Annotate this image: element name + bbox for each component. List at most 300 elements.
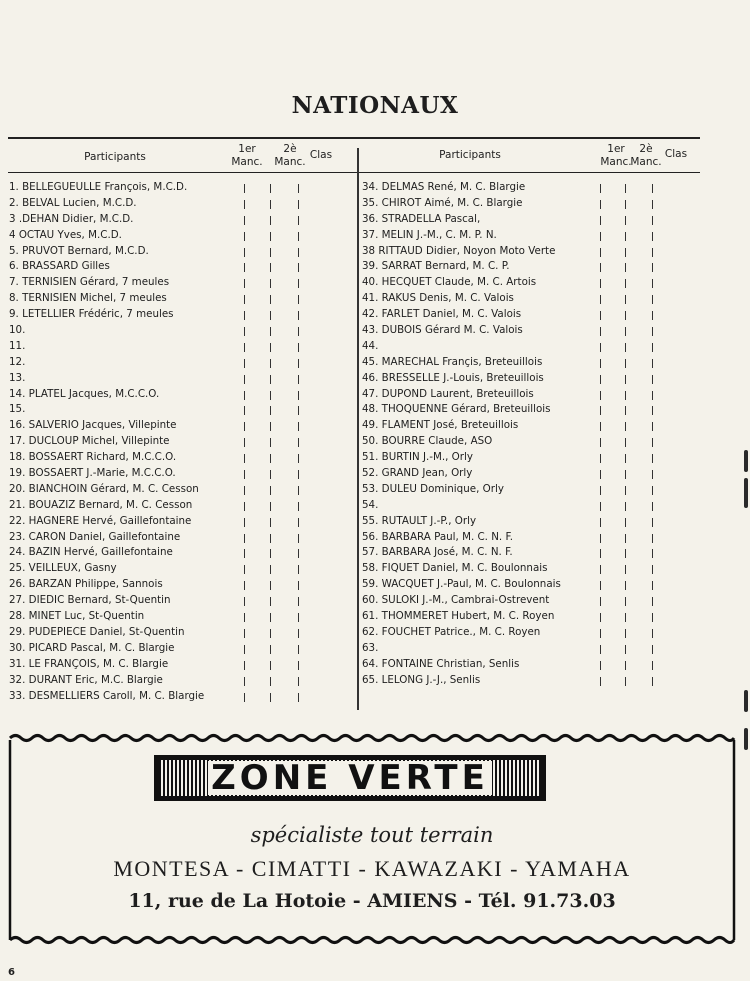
participant-row (362, 418, 707, 434)
clas-mark (652, 248, 653, 257)
manche1-mark (244, 597, 245, 606)
manche1-mark (244, 693, 245, 702)
participant-name: 10. (9, 324, 26, 337)
clas-mark (298, 486, 299, 495)
participant-name: 14. PLATEL Jacques, M.C.C.O. (9, 387, 160, 400)
manche2-mark (270, 581, 271, 590)
manche2-mark (625, 534, 626, 543)
manche2-mark (625, 661, 626, 670)
manche2-mark (270, 184, 271, 193)
participant-name: 16. SALVERIO Jacques, Villepinte (9, 419, 177, 432)
manche2-mark (270, 534, 271, 543)
participant-row (9, 387, 354, 403)
participant-name: 22. HAGNERE Hervé, Gaillefontaine (9, 514, 192, 527)
clas-mark (298, 375, 299, 384)
manche1-mark (600, 327, 601, 336)
participant-name: 46. BRESSELLE J.-Louis, Breteuillois (362, 371, 544, 384)
manche2-mark (625, 279, 626, 288)
participant-row (362, 657, 707, 673)
manche2-mark (270, 549, 271, 558)
participant-name: 62. FOUCHET Patrice., M. C. Royen (362, 625, 541, 638)
participant-name: 9. LETELLIER Frédéric, 7 meules (9, 308, 174, 321)
manche2-mark (270, 486, 271, 495)
clas-mark (652, 279, 653, 288)
clas-mark (652, 549, 653, 558)
clas-mark (298, 391, 299, 400)
manche2-mark (625, 232, 626, 241)
participant-row (362, 180, 707, 196)
clas-mark (652, 677, 653, 686)
manche1-mark (244, 581, 245, 590)
participant-row (362, 323, 707, 339)
participant-row (362, 530, 707, 546)
participant-name: 56. BARBARA Paul, M. C. N. F. (362, 530, 514, 543)
participant-name: 51. BURTIN J.-M., Orly (362, 451, 473, 464)
clas-mark (652, 534, 653, 543)
participant-row (9, 307, 354, 323)
participant-name: 53. DULEU Dominique, Orly (362, 482, 504, 495)
manche2-mark (625, 248, 626, 257)
participant-row (9, 434, 354, 450)
clas-mark (298, 359, 299, 368)
manche1-mark (600, 629, 601, 638)
participant-row (9, 641, 354, 657)
manche2-mark (625, 311, 626, 320)
participant-name: 26. BARZAN Philippe, Sannois (9, 578, 163, 591)
clas-mark (652, 597, 653, 606)
clas-mark (298, 565, 299, 574)
manche1-mark (600, 263, 601, 272)
manche1-mark (600, 391, 601, 400)
participant-name: 41. RAKUS Denis, M. C. Valois (362, 292, 514, 305)
manche2-mark (625, 486, 626, 495)
participant-name: 1. BELLEGUEULLE François, M.C.D. (9, 181, 188, 193)
participant-name: 39. SARRAT Bernard, M. C. P. (362, 260, 510, 273)
edge-mark (744, 478, 748, 508)
clas-mark (298, 502, 299, 511)
manche1-mark (244, 629, 245, 638)
clas-mark (652, 343, 653, 352)
participant-name: 49. FLAMENT José, Breteuillois (362, 419, 519, 432)
manche1-mark (244, 232, 245, 241)
manche1-mark (244, 248, 245, 257)
manche1-mark (600, 343, 601, 352)
manche2-mark (270, 406, 271, 415)
participant-row (362, 673, 707, 689)
manche1-mark (244, 470, 245, 479)
clas-mark (652, 629, 653, 638)
participant-row (9, 561, 354, 577)
manche1-mark (244, 406, 245, 415)
clas-mark (298, 311, 299, 320)
participant-name: 5. PRUVOT Bernard, M.C.D. (9, 244, 149, 257)
participant-row (9, 514, 354, 530)
brand-logo-box (154, 755, 546, 801)
ad-brands-line: MONTESA - CIMATTI - KAWAZAKI - YAMAHA (113, 856, 631, 881)
clas-mark (298, 438, 299, 447)
participant-row (9, 291, 354, 307)
participant-name: 13. (9, 371, 26, 384)
manche1-mark (600, 375, 601, 384)
manche1-mark (244, 295, 245, 304)
clas-mark (298, 645, 299, 654)
participant-row (362, 466, 707, 482)
manche1-mark (600, 279, 601, 288)
participant-row (9, 689, 354, 705)
manche2-mark (625, 677, 626, 686)
manche1-mark (600, 216, 601, 225)
manche2-mark (625, 263, 626, 272)
left-header-manche2: 2è Manc. (274, 143, 306, 168)
clas-mark (298, 534, 299, 543)
participant-row (9, 673, 354, 689)
participant-name: 44. (362, 339, 379, 352)
table-top-rule (8, 137, 700, 139)
clas-mark (652, 359, 653, 368)
participant-row (9, 545, 354, 561)
manche1-mark (244, 534, 245, 543)
manche1-mark (244, 279, 245, 288)
manche2-mark (625, 375, 626, 384)
left-header-clas: Clas (309, 149, 333, 161)
manche1-mark (600, 295, 601, 304)
manche2-mark (625, 438, 626, 447)
clas-mark (298, 581, 299, 590)
right-header-manche2: 2è Manc. (630, 143, 662, 168)
manche2-mark (270, 263, 271, 272)
manche2-mark (625, 406, 626, 415)
participant-row (362, 593, 707, 609)
manche1-mark (600, 581, 601, 590)
manche2-mark (625, 343, 626, 352)
manche2-mark (270, 438, 271, 447)
participant-name: 55. RUTAULT J.-P., Orly (362, 514, 477, 527)
participant-row (9, 275, 354, 291)
clas-mark (652, 216, 653, 225)
manche1-mark (600, 486, 601, 495)
manche1-mark (244, 518, 245, 527)
participant-name: 15. (9, 403, 26, 416)
manche2-mark (270, 693, 271, 702)
participant-name: 29. PUDEPIECE Daniel, St-Quentin (9, 625, 185, 638)
participant-row (9, 180, 354, 196)
clas-mark (298, 327, 299, 336)
manche1-mark (600, 470, 601, 479)
participant-name: 34. DELMAS René, M. C. Blargie (362, 181, 526, 193)
manche2-mark (270, 422, 271, 431)
participant-row (9, 244, 354, 260)
participant-name: 63. (362, 641, 379, 654)
clas-mark (652, 613, 653, 622)
participant-name: 11. (9, 339, 26, 352)
clas-mark (298, 422, 299, 431)
participant-name: 30. PICARD Pascal, M. C. Blargie (9, 641, 175, 654)
manche1-mark (244, 502, 245, 511)
manche2-mark (625, 502, 626, 511)
participant-row (362, 482, 707, 498)
participant-name: 24. BAZIN Hervé, Gaillefontaine (9, 546, 173, 559)
left-header-participants: Participants (84, 151, 146, 163)
manche2-mark (625, 645, 626, 654)
manche1-mark (244, 184, 245, 193)
clas-mark (652, 518, 653, 527)
clas-mark (652, 311, 653, 320)
participant-name: 57. BARBARA José, M. C. N. F. (362, 546, 513, 559)
participant-name: 42. FARLET Daniel, M. C. Valois (362, 308, 522, 321)
manche1-mark (244, 216, 245, 225)
manche1-mark (244, 263, 245, 272)
participant-row (9, 355, 354, 371)
participant-row (9, 450, 354, 466)
participant-row (362, 514, 707, 530)
participant-row (9, 625, 354, 641)
participant-name: 37. MELIN J.-M., C. M. P. N. (362, 228, 497, 241)
clas-mark (652, 327, 653, 336)
clas-mark (298, 693, 299, 702)
participant-name: 7. TERNISIEN Gérard, 7 meules (9, 276, 170, 289)
manche2-mark (270, 216, 271, 225)
manche2-mark (270, 359, 271, 368)
participant-row (9, 323, 354, 339)
clas-mark (652, 295, 653, 304)
manche1-mark (600, 438, 601, 447)
participant-row (362, 228, 707, 244)
participant-row (9, 530, 354, 546)
manche1-mark (600, 200, 601, 209)
manche1-mark (244, 438, 245, 447)
participant-name: 18. BOSSAERT Richard, M.C.C.O. (9, 451, 177, 464)
participant-row (362, 291, 707, 307)
clas-mark (652, 581, 653, 590)
manche1-mark (244, 391, 245, 400)
manche1-mark (244, 549, 245, 558)
manche2-mark (625, 422, 626, 431)
participant-name: 65. LELONG J.-J., Senlis (362, 673, 481, 686)
participant-row (9, 498, 354, 514)
clas-mark (298, 232, 299, 241)
manche2-mark (270, 677, 271, 686)
participant-row (9, 259, 354, 275)
manche1-mark (600, 534, 601, 543)
ad-tagline: spécialiste tout terrain (250, 823, 494, 847)
column-divider (357, 148, 359, 710)
manche1-mark (600, 359, 601, 368)
participant-name: 45. MARECHAL Françis, Breteuillois (362, 355, 543, 368)
participant-row (9, 212, 354, 228)
participant-row (362, 275, 707, 291)
participant-name: 61. THOMMERET Hubert, M. C. Royen (362, 610, 555, 623)
participant-row (362, 545, 707, 561)
manche1-mark (600, 645, 601, 654)
participant-row (362, 641, 707, 657)
clas-mark (652, 422, 653, 431)
clas-mark (298, 200, 299, 209)
clas-mark (298, 406, 299, 415)
manche2-mark (625, 454, 626, 463)
participant-name: 21. BOUAZIZ Bernard, M. C. Cesson (9, 498, 193, 511)
manche2-mark (270, 613, 271, 622)
manche1-mark (244, 661, 245, 670)
right-participant-list (362, 180, 707, 689)
participant-row (9, 482, 354, 498)
manche1-mark (244, 486, 245, 495)
manche1-mark (244, 343, 245, 352)
clas-mark (652, 375, 653, 384)
manche2-mark (625, 629, 626, 638)
manche2-mark (270, 565, 271, 574)
clas-mark (298, 343, 299, 352)
participant-row (9, 418, 354, 434)
clas-mark (298, 613, 299, 622)
participant-name: 12. (9, 355, 26, 368)
ad-address: 11, rue de La Hotoie - AMIENS - Tél. 91.73.03 (128, 890, 616, 912)
manche1-mark (244, 422, 245, 431)
clas-mark (652, 486, 653, 495)
participant-name: 48. THOQUENNE Gérard, Breteuillois (362, 403, 551, 416)
page-title: NATIONAUX (291, 92, 459, 119)
participant-name: 58. FIQUET Daniel, M. C. Boulonnais (362, 562, 548, 575)
participant-name: 59. WACQUET J.-Paul, M. C. Boulonnais (362, 578, 561, 591)
participant-name: 35. CHIROT Aimé, M. C. Blargie (362, 196, 523, 209)
manche1-mark (600, 454, 601, 463)
manche1-mark (244, 677, 245, 686)
manche1-mark (244, 327, 245, 336)
clas-mark (298, 279, 299, 288)
participant-row (362, 244, 707, 260)
clas-mark (652, 438, 653, 447)
participant-row (362, 609, 707, 625)
clas-mark (652, 502, 653, 511)
clas-mark (652, 565, 653, 574)
manche1-mark (600, 248, 601, 257)
manche1-mark (600, 613, 601, 622)
participant-row (362, 434, 707, 450)
manche2-mark (625, 613, 626, 622)
manche1-mark (600, 661, 601, 670)
participant-row (362, 561, 707, 577)
manche1-mark (600, 406, 601, 415)
manche1-mark (244, 613, 245, 622)
participant-name: 60. SULOKI J.-M., Cambrai-Ostrevent (362, 594, 550, 607)
participant-row (362, 498, 707, 514)
participant-name: 64. FONTAINE Christian, Senlis (362, 657, 520, 670)
manche2-mark (270, 518, 271, 527)
manche2-mark (270, 279, 271, 288)
participant-name: 47. DUPOND Laurent, Breteuillois (362, 387, 534, 400)
manche1-mark (244, 645, 245, 654)
manche1-mark (244, 375, 245, 384)
manche1-mark (600, 232, 601, 241)
participant-row (362, 307, 707, 323)
edge-mark (744, 728, 748, 750)
manche2-mark (270, 645, 271, 654)
manche2-mark (625, 470, 626, 479)
participant-row (9, 577, 354, 593)
manche2-mark (625, 565, 626, 574)
participant-row (9, 593, 354, 609)
clas-mark (652, 232, 653, 241)
participant-row (9, 339, 354, 355)
manche2-mark (270, 502, 271, 511)
manche2-mark (270, 375, 271, 384)
participant-name: 4 OCTAU Yves, M.C.D. (9, 228, 122, 241)
clas-mark (298, 454, 299, 463)
clas-mark (652, 645, 653, 654)
participant-row (362, 196, 707, 212)
clas-mark (652, 454, 653, 463)
participant-name: 25. VEILLEUX, Gasny (9, 562, 117, 575)
left-header-manche1: 1er Manc. (231, 143, 263, 168)
manche2-mark (270, 232, 271, 241)
clas-mark (652, 406, 653, 415)
clas-mark (298, 661, 299, 670)
participant-name: 23. CARON Daniel, Gaillefontaine (9, 530, 181, 543)
manche2-mark (270, 454, 271, 463)
participant-row (9, 657, 354, 673)
right-header-manche1: 1er Manc. (600, 143, 632, 168)
manche2-mark (270, 200, 271, 209)
participant-name: 6. BRASSARD Gilles (9, 260, 110, 273)
manche1-mark (244, 454, 245, 463)
edge-mark (744, 690, 748, 712)
manche2-mark (625, 549, 626, 558)
clas-mark (652, 470, 653, 479)
page-number: 6 (8, 967, 15, 978)
manche2-mark (625, 216, 626, 225)
participant-row (362, 355, 707, 371)
manche1-mark (244, 311, 245, 320)
clas-mark (298, 248, 299, 257)
participant-row (362, 339, 707, 355)
table-header-rule (8, 172, 700, 173)
clas-mark (652, 263, 653, 272)
manche2-mark (625, 295, 626, 304)
clas-mark (652, 661, 653, 670)
participant-name: 31. LE FRANÇOIS, M. C. Blargie (9, 657, 169, 670)
clas-mark (652, 184, 653, 193)
manche2-mark (270, 597, 271, 606)
participant-row (362, 212, 707, 228)
participant-name: 40. HECQUET Claude, M. C. Artois (362, 276, 537, 289)
participant-row (362, 387, 707, 403)
participant-name: 3 .DEHAN Didier, M.C.D. (9, 212, 134, 225)
zone-verte-ad (8, 728, 736, 950)
right-header-clas: Clas (664, 148, 688, 160)
participant-name: 2. BELVAL Lucien, M.C.D. (9, 196, 137, 209)
participant-row (362, 577, 707, 593)
manche1-mark (600, 518, 601, 527)
manche1-mark (600, 677, 601, 686)
clas-mark (298, 597, 299, 606)
participant-row (362, 625, 707, 641)
participant-name: 52. GRAND Jean, Orly (362, 467, 473, 480)
manche2-mark (625, 391, 626, 400)
participant-row (362, 371, 707, 387)
manche1-mark (600, 422, 601, 431)
manche2-mark (270, 470, 271, 479)
brand-name: ZONE VERTE (208, 761, 492, 795)
participant-row (362, 450, 707, 466)
participant-row (9, 402, 354, 418)
participant-name: 27. DIEDIC Bernard, St-Quentin (9, 594, 171, 607)
clas-mark (298, 216, 299, 225)
participant-name: 17. DUCLOUP Michel, Villepinte (9, 435, 170, 448)
manche2-mark (270, 248, 271, 257)
edge-mark (744, 450, 748, 472)
manche2-mark (270, 327, 271, 336)
clas-mark (298, 263, 299, 272)
manche1-mark (244, 200, 245, 209)
